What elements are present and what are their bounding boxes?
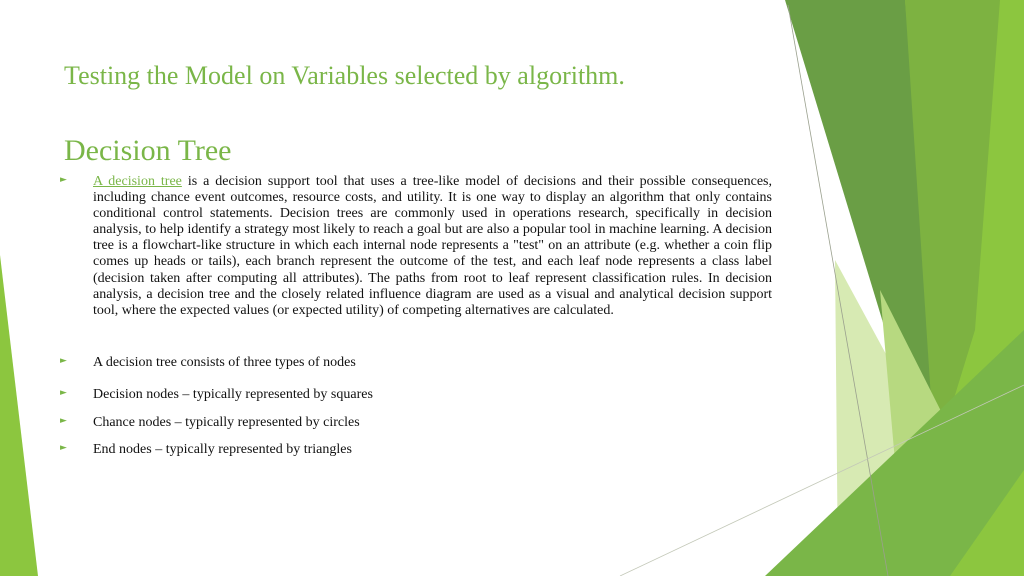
slide-subtitle: Decision Tree	[64, 134, 232, 167]
bullet-text	[93, 174, 772, 319]
bullet-text: Decision nodes – typically represented by squares	[93, 387, 373, 402]
slide-title: Testing the Model on Variables selected by algorithm.	[64, 61, 625, 90]
bullet-text: Chance nodes – typically represented by circles	[93, 415, 360, 430]
bullet-arrow-icon: ►	[60, 175, 67, 185]
bullet-arrow-icon: ►	[60, 416, 67, 426]
bullet-body-text: is a decision support tool that uses a tree-like model of decisions and their possible consequences, including chance event outcomes, resource costs, and utility. It is one way to display an algorithm that only contains conditional control statements. Decision trees are commonly used in operations research, specifically in decision analysis, to help identify a strategy most likely to reach a goal but are also a popular tool in machine learning. A decision tree is a flowchart-like structure in which each internal node represents a "test" on an attribute (e.g. whether a coin flip comes up heads or tails), each branch represent the outcome of the test, and each leaf node represents a class label (decision taken after computing all attributes). The paths from root to leaf represent classification rules. In decision analysis, a decision tree and the closely related influence diagram are used as a visual and analytical decision support tool, where the expected values (or expected utility) of competing alternatives are calculated.	[93, 174, 772, 318]
bullet-item-node-types	[60, 355, 772, 371]
bullet-arrow-icon: ►	[60, 356, 67, 366]
bullet-arrow-icon: ►	[60, 388, 67, 398]
decision-tree-link[interactable]: A decision tree	[93, 174, 182, 189]
bullet-item-definition	[60, 174, 772, 319]
bullet-item-end-nodes	[60, 442, 772, 458]
bullet-text: A decision tree consists of three types of nodes	[93, 355, 356, 370]
bullet-text: End nodes – typically represented by triangles	[93, 442, 352, 457]
bullet-item-chance-nodes	[60, 415, 772, 431]
bullet-arrow-icon: ►	[60, 443, 67, 453]
bullet-item-decision-nodes	[60, 387, 772, 403]
